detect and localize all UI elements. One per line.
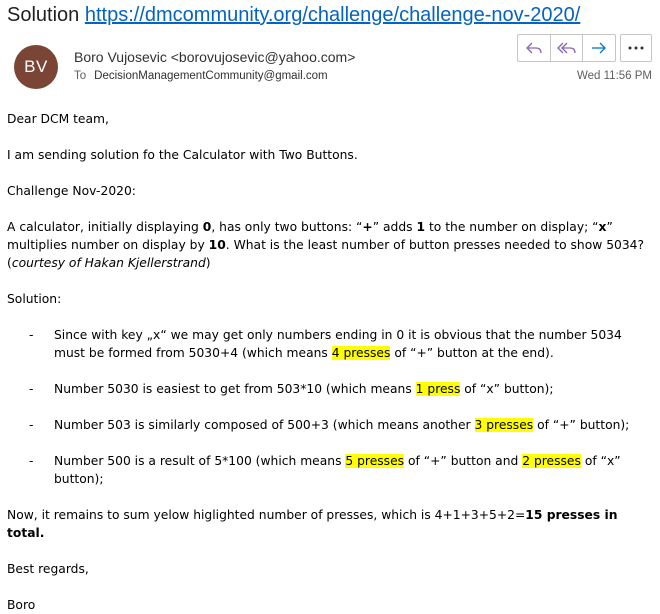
closing: Best regards, [7,562,89,576]
greeting: Dear DCM team, [7,112,109,126]
highlighted-count: 2 presses [522,454,581,468]
subject-link[interactable]: https://dmcommunity.org/challenge/challenge-nov-2020/ [84,4,581,26]
problem-bold: 10 [208,238,226,252]
problem-statement [7,218,655,272]
highlighted-count: 1 press [415,382,461,396]
reply-all-button[interactable] [551,35,584,61]
forward-button[interactable] [583,35,615,61]
list-item [7,326,655,362]
email-subject [7,4,580,27]
item-text: of “+” button and [404,454,523,468]
item-text: of “x” button); [460,382,554,396]
sent-date: Wed 11:56 PM [577,70,653,82]
highlighted-count: 3 presses [474,418,534,432]
message-body [7,110,655,614]
list-item [7,380,655,398]
conclusion [7,506,655,542]
problem-credit: courtesy of Hakan Kjellerstrand [11,256,206,270]
more-actions-button[interactable] [620,34,652,62]
list-item [7,452,655,488]
item-text: of “+” button at the end). [390,346,554,360]
problem-bold: x [598,220,607,234]
reply-all-icon [557,41,577,55]
problem-text: A calculator, initially displaying [7,220,203,234]
problem-bold: + [362,220,373,234]
problem-text: ” adds [372,220,417,234]
conclusion-total: 15 presses in total. [7,508,618,540]
problem-text: , has only two buttons: “ [211,220,363,234]
to-label: To [74,70,87,82]
subject-prefix: Solution [7,4,85,26]
challenge-title: Challenge Nov-2020: [7,184,136,198]
item-text: Number 5030 is easiest to get from 503*10 (which means [54,382,416,396]
reply-icon [525,41,543,55]
bullet-dash: - [29,418,34,432]
recipient[interactable]: DecisionManagementCommunity@gmail.com [94,70,328,82]
problem-text: ” multiplies number on display by [7,220,613,252]
forward-icon [590,41,608,55]
item-text: Since with key „x“ we may get only numbers ending in 0 it is obvious that the number 5034 must be formed from 5030+4 (which means [54,328,622,360]
problem-text: to the number on display; “ [425,220,599,234]
avatar [14,45,58,89]
list-item [7,416,655,434]
highlighted-count: 4 presses [331,346,391,360]
sender[interactable]: Boro Vujosevic <borovujosevic@yahoo.com> [74,49,356,65]
reply-button[interactable] [518,35,551,61]
recipient-line [74,70,328,82]
highlighted-count: 5 presses [345,454,405,468]
conclusion-text: Now, it remains to sum yelow higlighted number of presses, which is 4+1+3+5+2= [7,508,526,522]
intro-text: I am sending solution fo the Calculator with Two Buttons. [7,148,358,162]
problem-bold: 0 [202,220,212,234]
problem-text: ) [205,256,211,270]
problem-text: . What is the least number of button presses needed to show 5034? ( [7,238,645,270]
item-text: Number 503 is similarly composed of 500+3 (which means another [54,418,475,432]
avatar-initials: BV [24,57,48,76]
bullet-dash: - [29,328,34,342]
signature: Boro [7,598,36,612]
bullet-dash: - [29,454,34,468]
solution-label: Solution: [7,292,62,306]
item-text: Number 500 is a result of 5*100 (which means [54,454,346,468]
bullet-dash: - [29,382,34,396]
item-text: of “+” button); [533,418,630,432]
problem-bold: 1 [416,220,426,234]
message-actions [517,34,616,62]
more-icon [628,46,644,50]
item-text: of “x” button); [54,454,621,486]
